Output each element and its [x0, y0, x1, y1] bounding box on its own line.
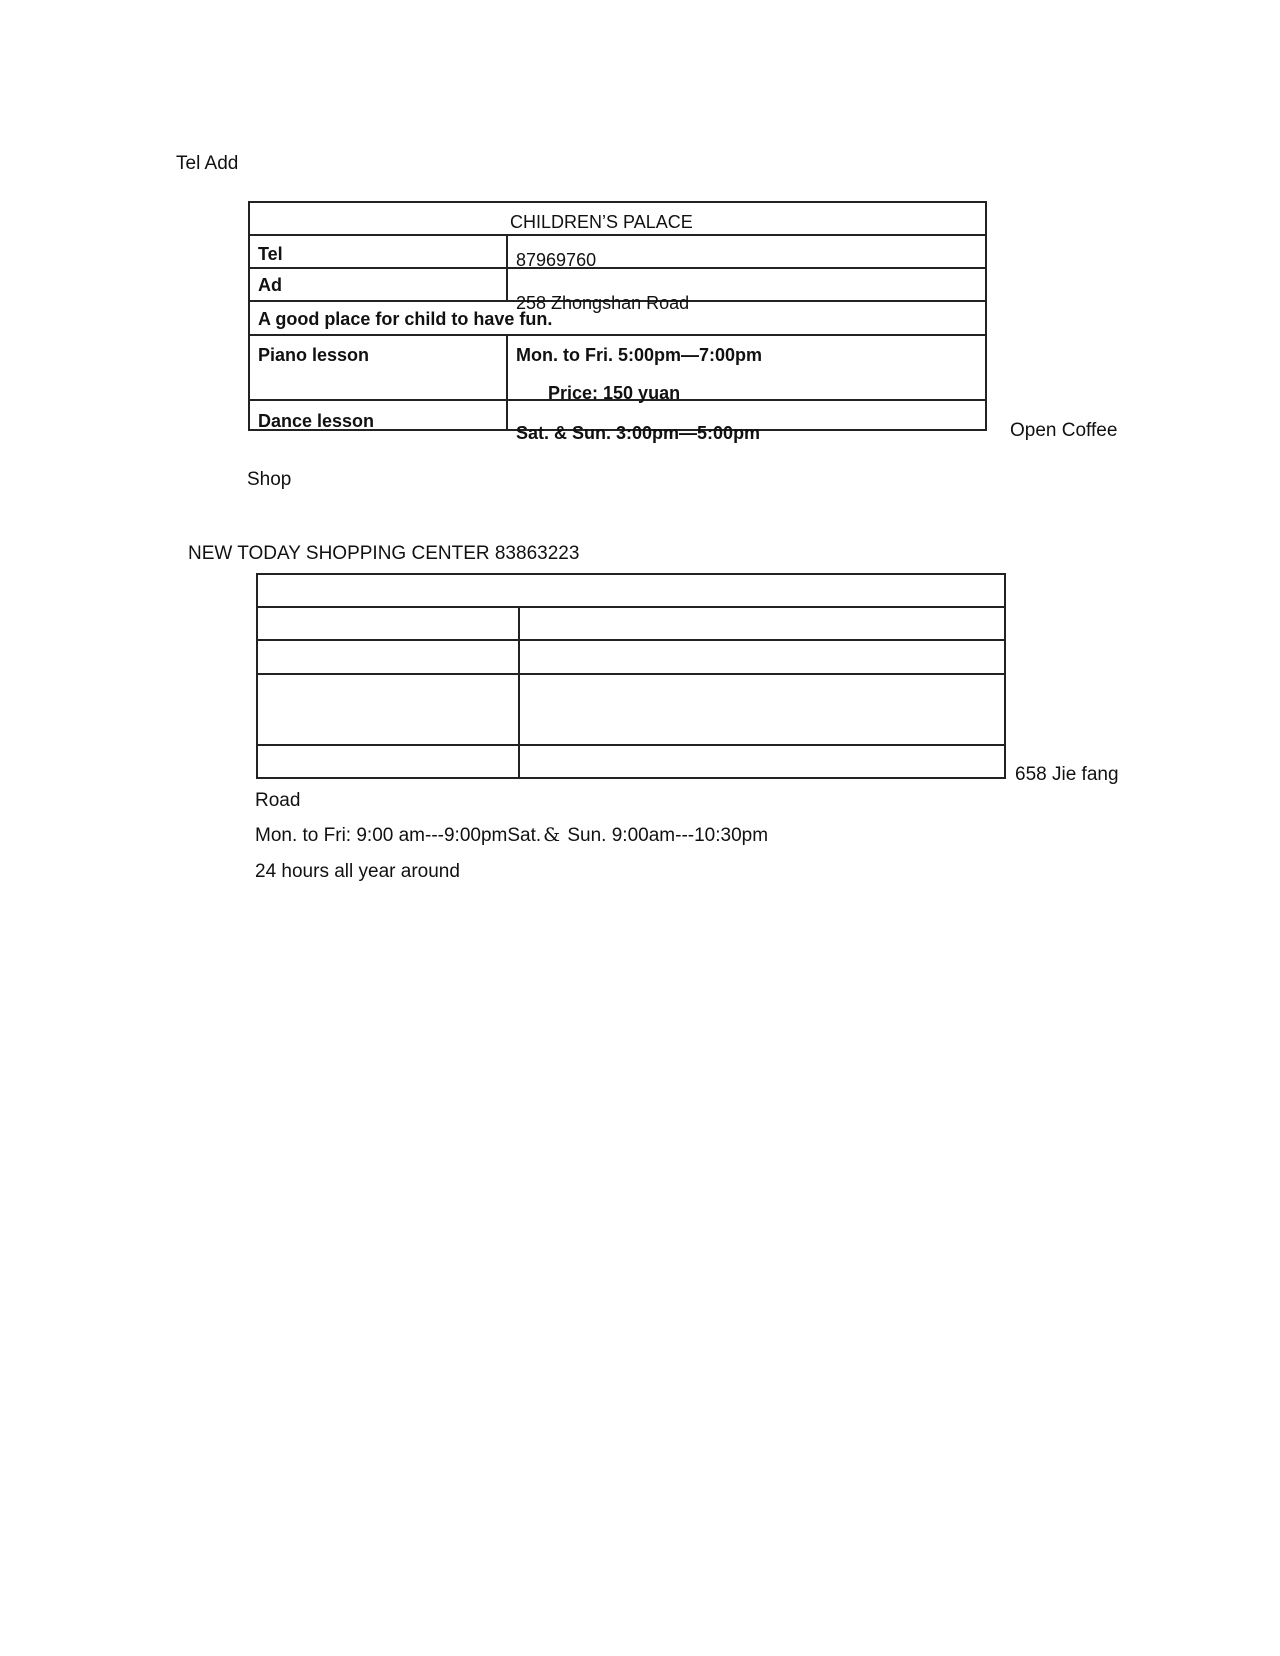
cp-piano-label: Piano lesson — [258, 345, 370, 365]
hours-text — [255, 826, 768, 845]
hours-weekday: Mon. to Fri: 9:00 am---9:00pmSat. — [255, 825, 542, 846]
cp-description-row — [250, 302, 985, 336]
sc-row — [258, 575, 1004, 608]
cp-address-row — [250, 269, 985, 313]
side-text-open-coffee: Open Coffee — [1010, 420, 1118, 441]
cp-address-value: 258 Zhongshan Road — [516, 293, 690, 313]
cp-piano-time: Mon. to Fri. 5:00pm—7:00pm — [516, 345, 763, 365]
cp-description: A good place for child to have fun. — [258, 309, 553, 329]
side-text-shop: Shop — [247, 469, 292, 490]
cp-tel-value: 87969760 — [516, 250, 597, 270]
cp-tel-label: Tel — [258, 244, 283, 264]
cp-dance-label: Dance lesson — [258, 411, 375, 431]
shopping-center-line: NEW TODAY SHOPPING CENTER 83863223 — [188, 543, 580, 564]
cp-piano-price: Price: 150 yuan — [548, 383, 681, 403]
road-text: Road — [255, 790, 301, 811]
sc-row — [258, 746, 1004, 779]
ampersand: & — [543, 824, 561, 846]
cp-title: CHILDREN’S PALACE — [510, 212, 693, 232]
sc-row — [258, 608, 1004, 641]
sc-row — [258, 675, 1004, 746]
childrens-palace-table — [248, 201, 987, 443]
cp-piano-row — [250, 336, 985, 401]
hours-weekend: Sun. 9:00am---10:30pm — [562, 825, 769, 846]
shopping-center-table — [256, 573, 1006, 779]
cp-address-label: Ad — [258, 275, 282, 295]
header-line: Tel Add — [176, 153, 239, 174]
cp-dance-row — [250, 401, 985, 443]
all-year-text: 24 hours all year around — [255, 861, 460, 882]
cp-tel-row — [250, 236, 985, 269]
cp-dance-time: Sat. & Sun. 3:00pm—5:00pm — [516, 423, 761, 443]
sc-row — [258, 641, 1004, 675]
side-text-address: 658 Jie fang — [1015, 764, 1119, 785]
cp-title-row — [250, 203, 985, 236]
